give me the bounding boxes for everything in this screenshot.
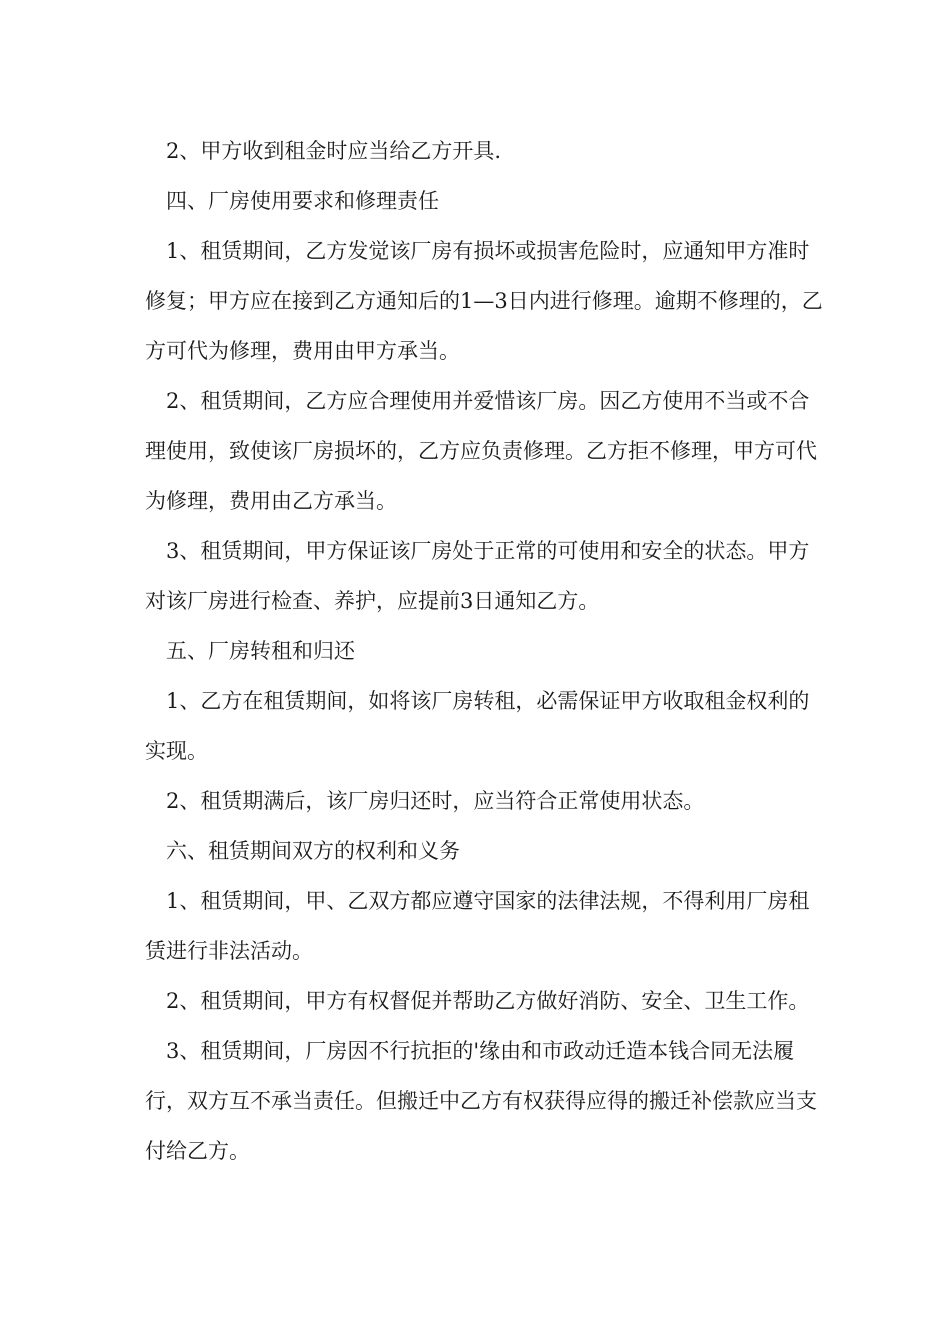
paragraph: 1、乙方在租赁期间，如将该厂房转租，必需保证甲方收取租金权利的实现。 [145, 689, 810, 763]
paragraph: 3、租赁期间，厂房因不行抗拒的'缘由和市政动迁造本钱合同无法履行，双方互不承当责任。但搬迁中乙方有权获得应得的搬迁补偿款应当支付给乙方。 [145, 1039, 817, 1163]
paragraph: 3、租赁期间，甲方保证该厂房处于正常的可使用和安全的状态。甲方对该厂房进行检查、养护，应提前3日通知乙方。 [145, 539, 810, 613]
paragraph: 2、甲方收到租金时应当给乙方开具. [166, 139, 502, 163]
paragraph: 2、租赁期间，乙方应合理使用并爱惜该厂房。因乙方使用不当或不合理使用，致使该厂房损坏的，乙方应负责修理。乙方拒不修理，甲方可代为修理，费用由乙方承当。 [145, 389, 817, 513]
document-body [145, 126, 825, 1176]
paragraph: 1、租赁期间，乙方发觉该厂房有损坏或损害危险时，应通知甲方准时修复；甲方应在接到乙方通知后的1—3日内进行修理。逾期不修理的，乙方可代为修理，费用由甲方承当。 [145, 239, 823, 363]
section-heading: 四、厂房使用要求和修理责任 [166, 189, 439, 213]
paragraph: 2、租赁期间，甲方有权督促并帮助乙方做好消防、安全、卫生工作。 [166, 989, 810, 1013]
paragraph: 1、租赁期间，甲、乙双方都应遵守国家的法律法规，不得利用厂房租赁进行非法活动。 [145, 889, 810, 963]
section-heading: 六、租赁期间双方的权利和义务 [166, 839, 460, 863]
section-heading: 五、厂房转租和归还 [166, 639, 355, 663]
paragraph: 2、租赁期满后，该厂房归还时，应当符合正常使用状态。 [166, 789, 705, 813]
